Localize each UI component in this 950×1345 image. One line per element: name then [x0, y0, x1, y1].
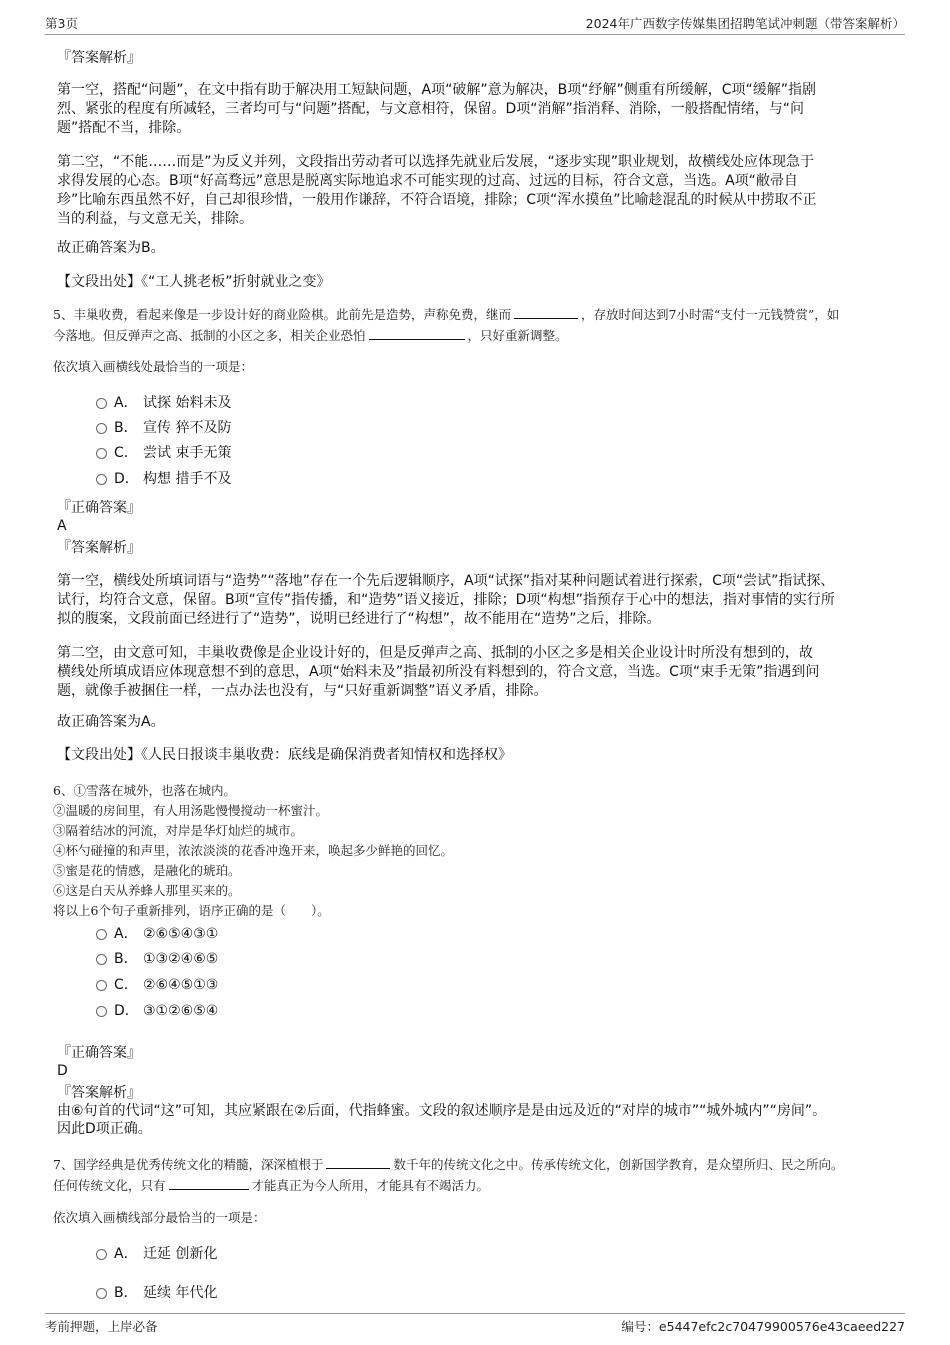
q4-p1-line3: 题”搭配不当，排除。	[57, 120, 191, 136]
q5-source: 【文段出处】《人民日报谈丰巢收费：底线是确保消费者知情权和选择权》	[57, 747, 512, 763]
q6-line2: ②温暖的房间里，有人用汤匙慢慢搅动一杯蜜汁。	[53, 803, 329, 818]
q6-analysis-title: 『答案解析』	[57, 1085, 141, 1101]
radio-button[interactable]	[96, 1006, 107, 1017]
q4-p2-line4: 当的利益，与文意无关，排除。	[57, 211, 253, 227]
page-header	[45, 14, 905, 35]
q6-line1: 6、①雪落在城外，也落在城内。	[53, 783, 236, 798]
q5-blank-2	[369, 325, 465, 340]
radio-button[interactable]	[96, 448, 107, 459]
radio-button[interactable]	[96, 1249, 107, 1260]
q7-blank-2	[169, 1175, 249, 1190]
q6-line4: ④杯勺碰撞的和声里，浓浓淡淡的花香冲逸开来，唤起多少鲜艳的回忆。	[53, 843, 454, 858]
q4-p2-line1: 第二空，“不能……而是”为反义并列，文段指出劳动者可以选择先就业后发展，“逐步实现”职业规划，故横线处应体现急于	[57, 154, 815, 170]
document-title: 2024年广西数字传媒集团招聘笔试冲刺题（带答案解析）	[585, 16, 905, 31]
q7-blank-1	[326, 1154, 390, 1169]
q6-line5: ⑤蜜是花的情感，是融化的琥珀。	[53, 863, 241, 878]
q5-conclusion: 故正确答案为A。	[57, 714, 165, 730]
q4-p1-line1: 第一空，搭配“问题”，在文中指有助于解决用工短缺问题，A项“破解”意为解决，B项“纾解”侧重有所缓解，C项“缓解”指剧	[57, 82, 816, 98]
q5-p1-line1: 第一空，横线处所填词语与“造势”“落地”存在一个先后逻辑顺序，A项“试探”指对某种问题试着进行探索，C项“尝试”指试探、	[57, 573, 835, 589]
radio-button[interactable]	[96, 929, 107, 940]
q5-analysis-title: 『答案解析』	[57, 540, 141, 556]
page-footer	[45, 1313, 905, 1336]
q5-stem-line1: 5、丰巢收费，看起来像是一步设计好的商业险棋。此前先是造势，声称免费，继而 ，存放时间达到7小时需“支付一元钱赞赏”，如	[53, 304, 839, 324]
q7-prompt: 依次填入画横线部分最恰当的一项是：	[53, 1210, 266, 1225]
q5-stem-line2: 今落地。但反弹声之高、抵制的小区之多，相关企业恐怕 ，只好重新调整。	[53, 325, 568, 345]
q7-stem-line2: 任何传统文化，只有 才能真正为今人所用，才能具有不竭活力。	[53, 1175, 489, 1195]
q4-p2-line2: 求得发展的心态。B项“好高骛远”意思是脱离实际地追求不可能实现的过高、过远的目标，符合文意，当选。A项“敝帚自	[57, 173, 798, 189]
q5-p2-line2: 横线处所填成语应体现意想不到的意思，A项“始料未及”指最初所没有料想到的，符合文意，当选。C项“束手无策”指遇到问	[57, 664, 820, 680]
q5-correct-title: 『正确答案』	[57, 500, 141, 516]
q4-p1-line2: 烈、紧张的程度有所减轻，三者均可与“问题”搭配，与文意相符，保留。D项“消解”指消释、消除，一般搭配情绪，与“问	[57, 101, 805, 117]
q7-stem-line1: 7、国学经典是优秀传统文化的精髓，深深植根于 数千年的传统文化之中。传承传统文化，创新国学教育，是众望所归、民之所向。	[53, 1154, 843, 1174]
q5-blank-1	[514, 304, 578, 319]
radio-button[interactable]	[96, 1288, 107, 1299]
q6-correct-title: 『正确答案』	[57, 1045, 141, 1061]
footer-slogan: 考前押题，上岸必备	[45, 1319, 158, 1334]
radio-button[interactable]	[96, 423, 107, 434]
q6-line3: ③隔着结冰的河流，对岸是华灯灿烂的城市。	[53, 823, 304, 838]
q4-conclusion: 故正确答案为B。	[57, 240, 165, 256]
radio-button[interactable]	[96, 398, 107, 409]
q4-analysis-title: 『答案解析』	[57, 50, 141, 66]
q6-analysis-line1: 由⑥句首的代词“这”可知，其应紧跟在②后面，代指蜂蜜。文段的叙述顺序是是由远及近的“对岸的城市”“城外城内”“房间”。	[57, 1103, 827, 1119]
q5-p1-line2: 试行，均符合文意，保留。B项“宣传”指传播，和“造势”语义接近，排除；D项“构想”指预存于心中的想法，指对事情的实行所	[57, 592, 835, 608]
q6-line6: ⑥这是白天从养蜂人那里买来的。	[53, 883, 241, 898]
page-number: 第3页	[45, 16, 78, 31]
radio-button[interactable]	[96, 980, 107, 991]
q6-analysis-line2: 因此D项正确。	[57, 1121, 152, 1137]
radio-button[interactable]	[96, 954, 107, 965]
q4-source: 【文段出处】《“工人挑老板”折射就业之变》	[57, 274, 331, 290]
q5-p1-line3: 拟的腹案，文段前面已经进行了“造势”，说明已经进行了“构想”，故不能用在“造势”之后，排除。	[57, 611, 661, 627]
q5-p2-line1: 第二空，由文意可知，丰巢收费像是企业设计好的，但是反弹声之高、抵制的小区之多是相关企业设计时所没有想到的，故	[57, 645, 813, 661]
q6-prompt: 将以上6个句子重新排列，语序正确的是（ ）。	[53, 903, 330, 918]
q4-p2-line3: 珍”比喻东西虽然不好，自己却很珍惜，一般用作谦辞，不符合语境，排除；C项“浑水摸鱼”比喻趁混乱的时候从中捞取不正	[57, 192, 817, 208]
q5-correct-answer: A	[57, 518, 67, 534]
document-id: 编号：e5447efc2c70479900576e43caeed227	[621, 1319, 905, 1334]
q5-p2-line3: 题，就像手被捆住一样，一点办法也没有，与“只好重新调整”语义矛盾，排除。	[57, 683, 548, 699]
radio-button[interactable]	[96, 474, 107, 485]
q5-prompt: 依次填入画横线处最恰当的一项是：	[53, 359, 254, 374]
q6-correct-answer: D	[57, 1063, 68, 1079]
